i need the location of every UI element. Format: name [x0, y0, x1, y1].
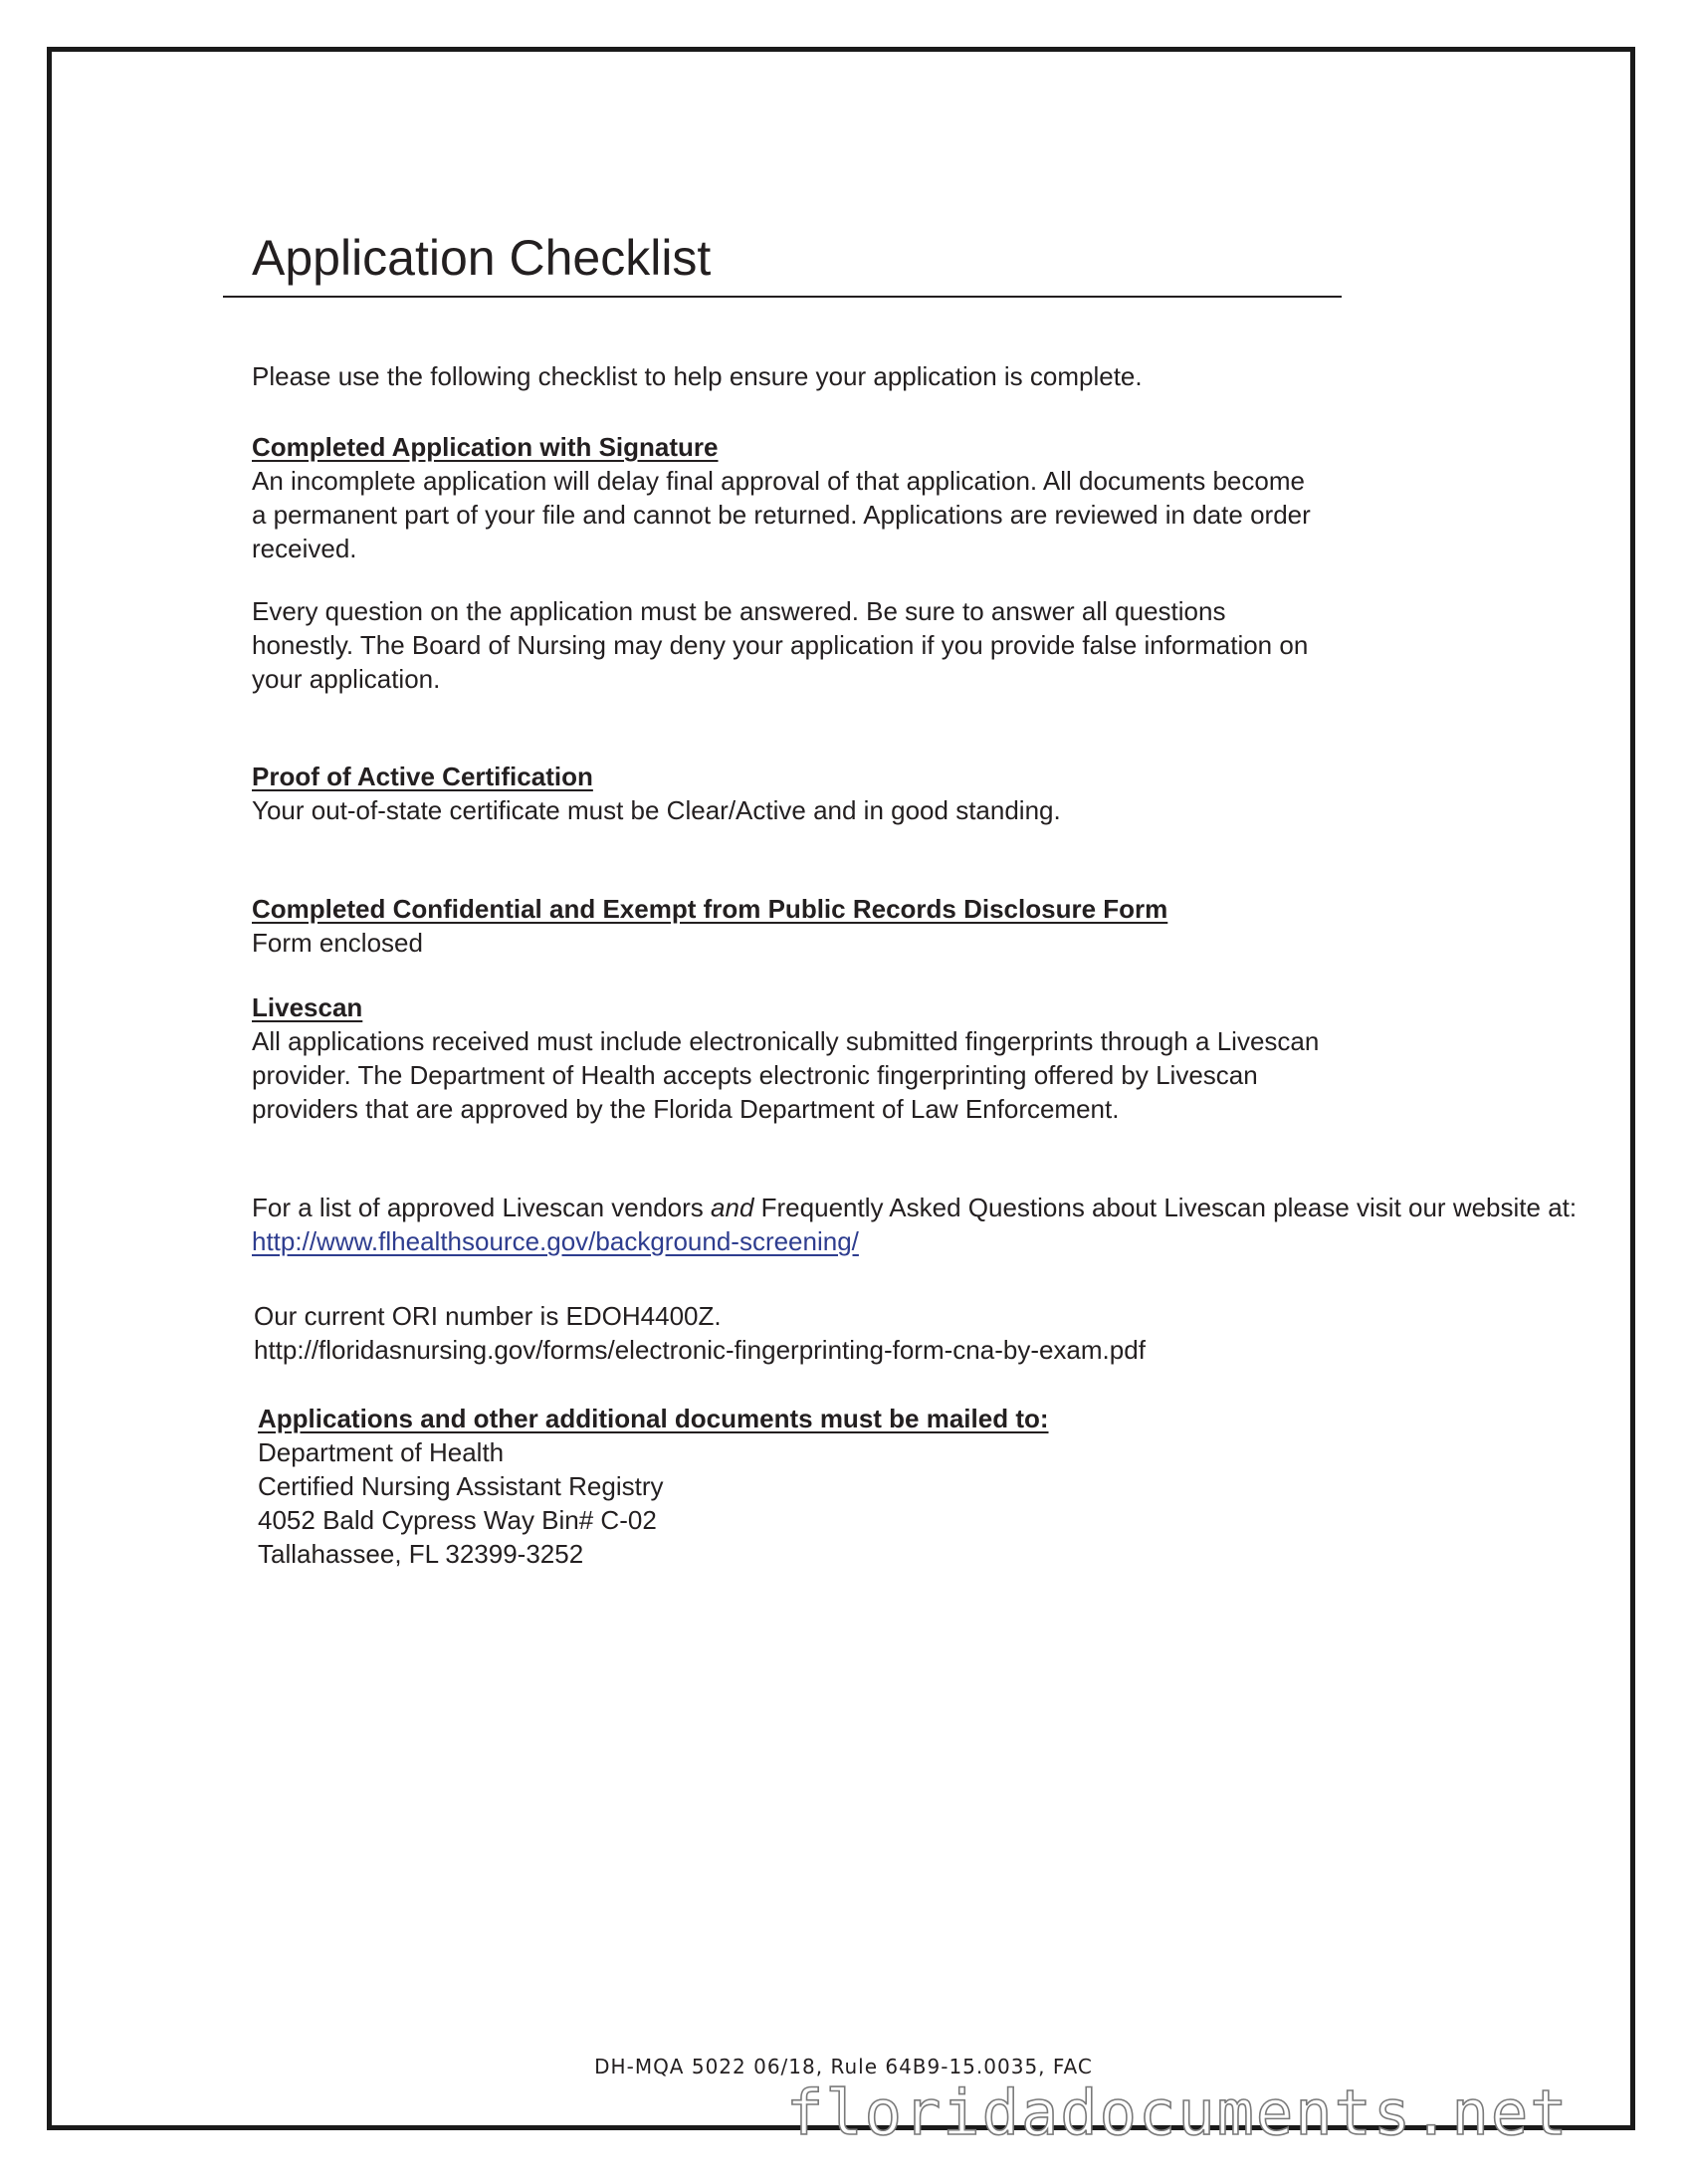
completed-application-heading: Completed Application with Signature	[252, 432, 719, 462]
proof-certification-text: Your out-of-state certificate must be Clear/Active and in good standing.	[252, 795, 1061, 825]
ori-info	[254, 1299, 1146, 1367]
proof-certification-heading: Proof of Active Certification	[252, 762, 593, 791]
section-mailing	[258, 1402, 1049, 1571]
confidential-form-text: Form enclosed	[252, 928, 423, 958]
vendors-italic: and	[711, 1193, 754, 1222]
watermark: floridadocuments.net	[786, 2076, 1570, 2149]
livescan-line: providers that are approved by the Florida Department of Law Enforcement.	[252, 1094, 1120, 1124]
completed-application-line: a permanent part of your file and cannot be returned. Applications are reviewed in date order	[252, 500, 1311, 530]
vendors-text	[252, 1191, 1577, 1224]
ori-number-text: Our current ORI number is EDOH4400Z.	[254, 1301, 722, 1331]
section-proof-certification	[252, 760, 1061, 827]
section-completed-application	[252, 430, 1311, 565]
mailing-heading: Applications and other additional documents must be mailed to:	[258, 1404, 1049, 1433]
address-line: Certified Nursing Assistant Registry	[258, 1471, 664, 1501]
livescan-vendors	[252, 1191, 1577, 1258]
vendors-prefix: For a list of approved Livescan vendors	[252, 1193, 712, 1222]
answer-questions-line: Every question on the application must be answered. Be sure to answer all questions	[252, 596, 1226, 626]
address-line: Tallahassee, FL 32399-3252	[258, 1539, 584, 1569]
form-code-footer: DH-MQA 5022 06/18, Rule 64B9-15.0035, FAC	[594, 2055, 1093, 2078]
title-divider	[223, 296, 1342, 298]
livescan-heading: Livescan	[252, 992, 363, 1022]
livescan-line: provider. The Department of Health accepts electronic fingerprinting offered by Livescan	[252, 1060, 1258, 1090]
section-answer-questions	[252, 594, 1308, 696]
completed-application-line: received.	[252, 534, 357, 563]
livescan-line: All applications received must include electronically submitted fingerprints through a Livescan	[252, 1026, 1320, 1056]
address-line: 4052 Bald Cypress Way Bin# C-02	[258, 1505, 657, 1535]
answer-questions-line: your application.	[252, 664, 441, 694]
section-livescan	[252, 990, 1319, 1126]
vendors-suffix: Frequently Asked Questions about Livescan please visit our website at:	[753, 1193, 1578, 1222]
section-confidential-form	[252, 892, 1167, 960]
confidential-form-heading: Completed Confidential and Exempt from Public Records Disclosure Form	[252, 894, 1168, 924]
page-title: Application Checklist	[252, 230, 712, 286]
answer-questions-line: honestly. The Board of Nursing may deny your application if you provide false information on	[252, 630, 1309, 660]
background-screening-link[interactable]: http://www.flhealthsource.gov/background-screening/	[252, 1226, 859, 1256]
address-line: Department of Health	[258, 1437, 505, 1467]
intro-text: Please use the following checklist to help ensure your application is complete.	[252, 361, 1143, 391]
fingerprint-form-url: http://floridasnursing.gov/forms/electronic-fingerprinting-form-cna-by-exam.pdf	[254, 1335, 1146, 1365]
completed-application-line: An incomplete application will delay final approval of that application. All documents become	[252, 466, 1305, 496]
